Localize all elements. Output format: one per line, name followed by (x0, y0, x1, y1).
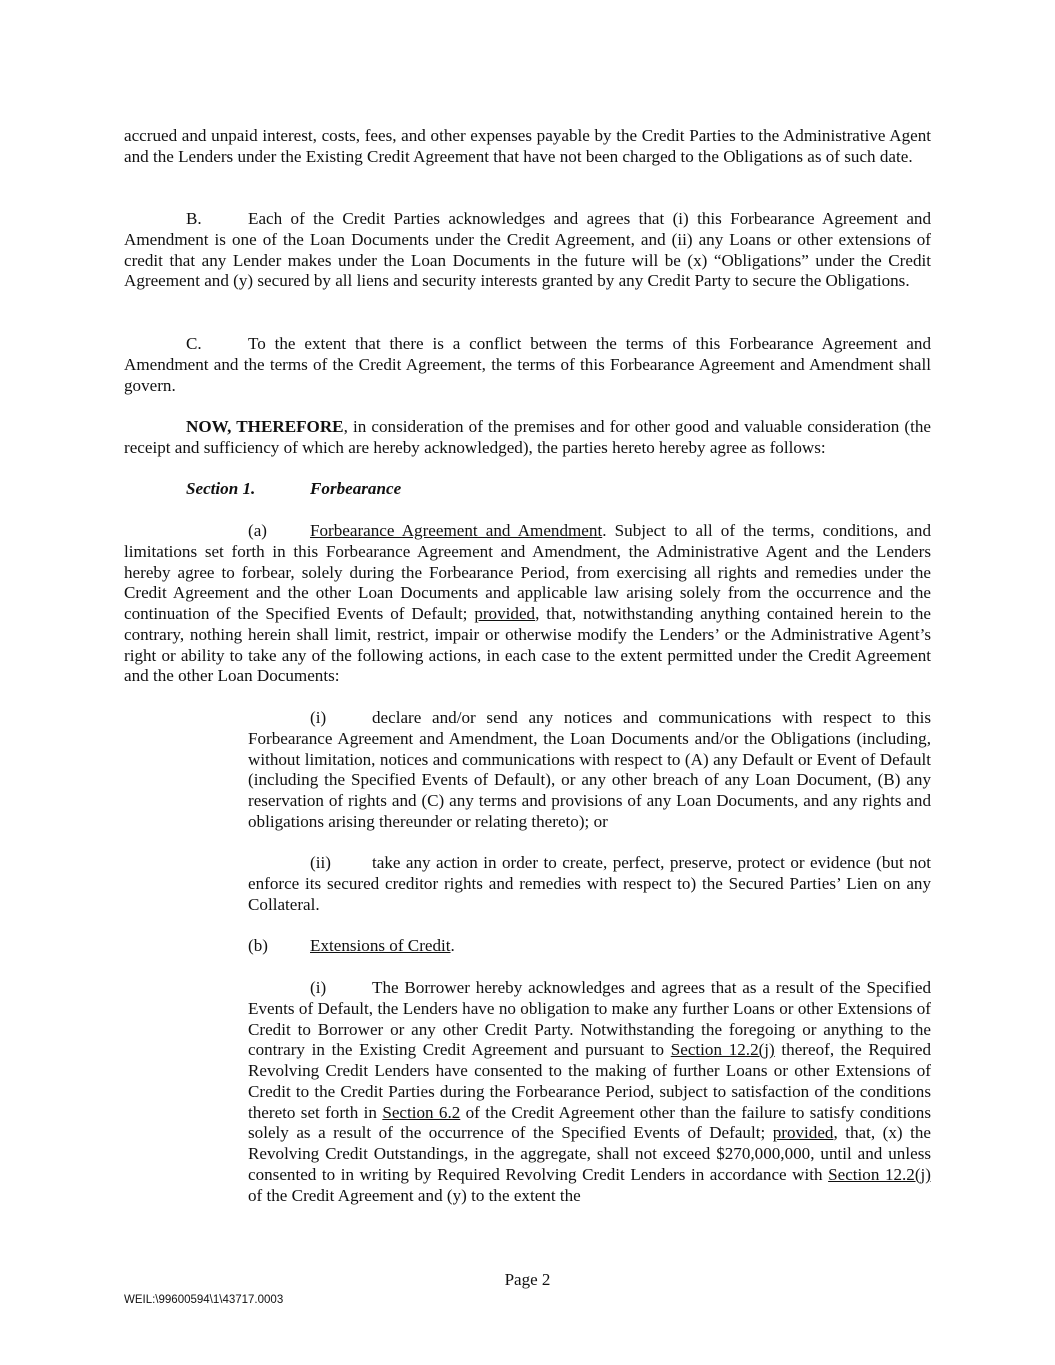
section-1-title: Forbearance (310, 479, 402, 498)
paragraph-c-text: To the extent that there is a conflict between the terms of this Forbearance Agreement and Amendment and the terms of the Credit Agreement, the terms of this Forbearance Agreement and Amendment shall govern. (124, 334, 931, 395)
section-12-2-j-reference: Section 12.2(j) (670, 1040, 775, 1060)
subsection-b-period: . (450, 936, 455, 955)
page-number: Page 2 (504, 1270, 551, 1289)
section-1-label: Section 1. (186, 479, 256, 498)
paragraph-b-text: Each of the Credit Parties acknowledges and agrees that (i) this Forbearance Agreement and Amendment is one of the Loan Documents under the Credit Agreement, and (ii) any Loans or other extensions of credit that any Lender makes under the Loan Documents in the future will be (x) “Obligations” under the Credit Agreement and (y) secured by all liens and security interests granted by any Credit Party to secure the Obligations. (124, 209, 931, 291)
paragraph-continuation: accrued and unpaid interest, costs, fees, and other expenses payable by the Credit Parties to the Administrative Agent and the Lenders under the Existing Credit Agreement that have not been charged to the Obligations as of such date. (124, 126, 931, 166)
clause-a-i-text: declare and/or send any notices and communications with respect to this Forbearance Agreement and Amendment, the Loan Documents and/or the Obligations (including, without limitation, notices and communications with respect to (A) any Default or Event of Default (including the Specified Events of Default), or any other breach of any Loan Document, (B) any reservation of rights and (C) any terms and provisions of any Loan Documents, and any rights and obligations arising thereunder or relating thereto); or (248, 708, 931, 831)
subsection-a-provided: provided (474, 604, 536, 623)
clause-b-i-text-5: of the Credit Agreement and (y) to the extent the (248, 1185, 581, 1205)
clause-a-ii-text: take any action in order to create, perfect, preserve, protect or evidence (but not enforce its secured creditor rights and remedies with respect to) the Secured Parties’ Lien on any Collateral. (248, 853, 931, 914)
clause-a-i-label: (i) (310, 708, 327, 727)
subsection-a-text-1: . Subject to all of the terms, conditions, and limitations set forth in this Forbearance Agreement and Amendment, the Administrative Agent and the Lenders hereby agree to forbear, solely during the Forbearance Period, from exercising all rights and remedies under the Credit Agreement and the other Loan Documents and applicable law arising solely from the occurrence and the continuation of the Specified Events of Default; (124, 521, 931, 623)
paragraph-c-label: C. (186, 334, 202, 353)
paragraph-b (124, 209, 931, 292)
now-therefore-text: , in consideration of the premises and for other good and valuable consideration (the receipt and sufficiency of which are hereby acknowledged), the parties hereto hereby agree as follows: (124, 417, 931, 457)
clause-a-ii-label: (ii) (310, 853, 331, 872)
subsection-a-text-2: , that, notwithstanding anything contained herein to the contrary, nothing herein shall limit, restrict, impair or otherwise modify the Lenders’ or the Administrative Agent’s right or ability to take any of the following actions, in each case to the extent permitted under the Credit Agreement and the other Loan Documents: (124, 604, 931, 686)
clause-a-i (248, 708, 931, 833)
now-therefore-paragraph (124, 417, 931, 459)
clause-b-i (248, 978, 931, 1206)
clause-b-i-text-1: The Borrower hereby acknowledges and agrees that as a result of the Specified Events of Default, the Lenders have no obligation to make any further Loans or other Extensions of Credit to Borrower or any other Credit Party. Notwithstanding the foregoing or anything to the contrary in the Existing Credit Agreement and pursuant to (248, 978, 931, 1060)
subsection-b-heading: Extensions of Credit (310, 936, 451, 955)
subsection-a-label: (a) (248, 521, 267, 540)
subsection-a (124, 521, 931, 687)
paragraph-b-label: B. (186, 209, 202, 228)
clause-b-i-text-2: thereof, the Required Revolving Credit Lenders have consented to the making of further Loans or other Extensions of Credit to the Credit Parties during the Forbearance Period, subject to satisfaction of the conditions thereto set forth in (248, 1040, 931, 1122)
clause-b-i-provided: provided (772, 1123, 834, 1143)
subsection-b-label: (b) (248, 936, 268, 955)
clause-b-i-label: (i) (310, 978, 327, 997)
section-1-heading (124, 479, 931, 500)
clause-b-i-text-3: of the Credit Agreement other than the failure to satisfy conditions solely as a result of the occurrence of the Specified Events of Default; (248, 1102, 931, 1143)
clause-b-i-text-4: , that, (x) the Revolving Credit Outstandings, in the aggregate, shall not exceed $270,000,000, until and unless consented to in writing by Required Revolving Credit Lenders in accordance with (248, 1123, 931, 1184)
clause-a-ii (248, 853, 931, 915)
paragraph-c (124, 334, 931, 396)
now-therefore-bold: NOW, THEREFORE (186, 417, 344, 436)
subsection-b (248, 936, 931, 957)
section-6-2-reference: Section 6.2 (382, 1102, 461, 1122)
subsection-a-heading: Forbearance Agreement and Amendment (310, 521, 603, 540)
section-12-2-j-reference-2: Section 12.2(j) (828, 1164, 931, 1184)
document-id: WEIL:\99600594\1\43717.0003 (124, 1294, 284, 1306)
